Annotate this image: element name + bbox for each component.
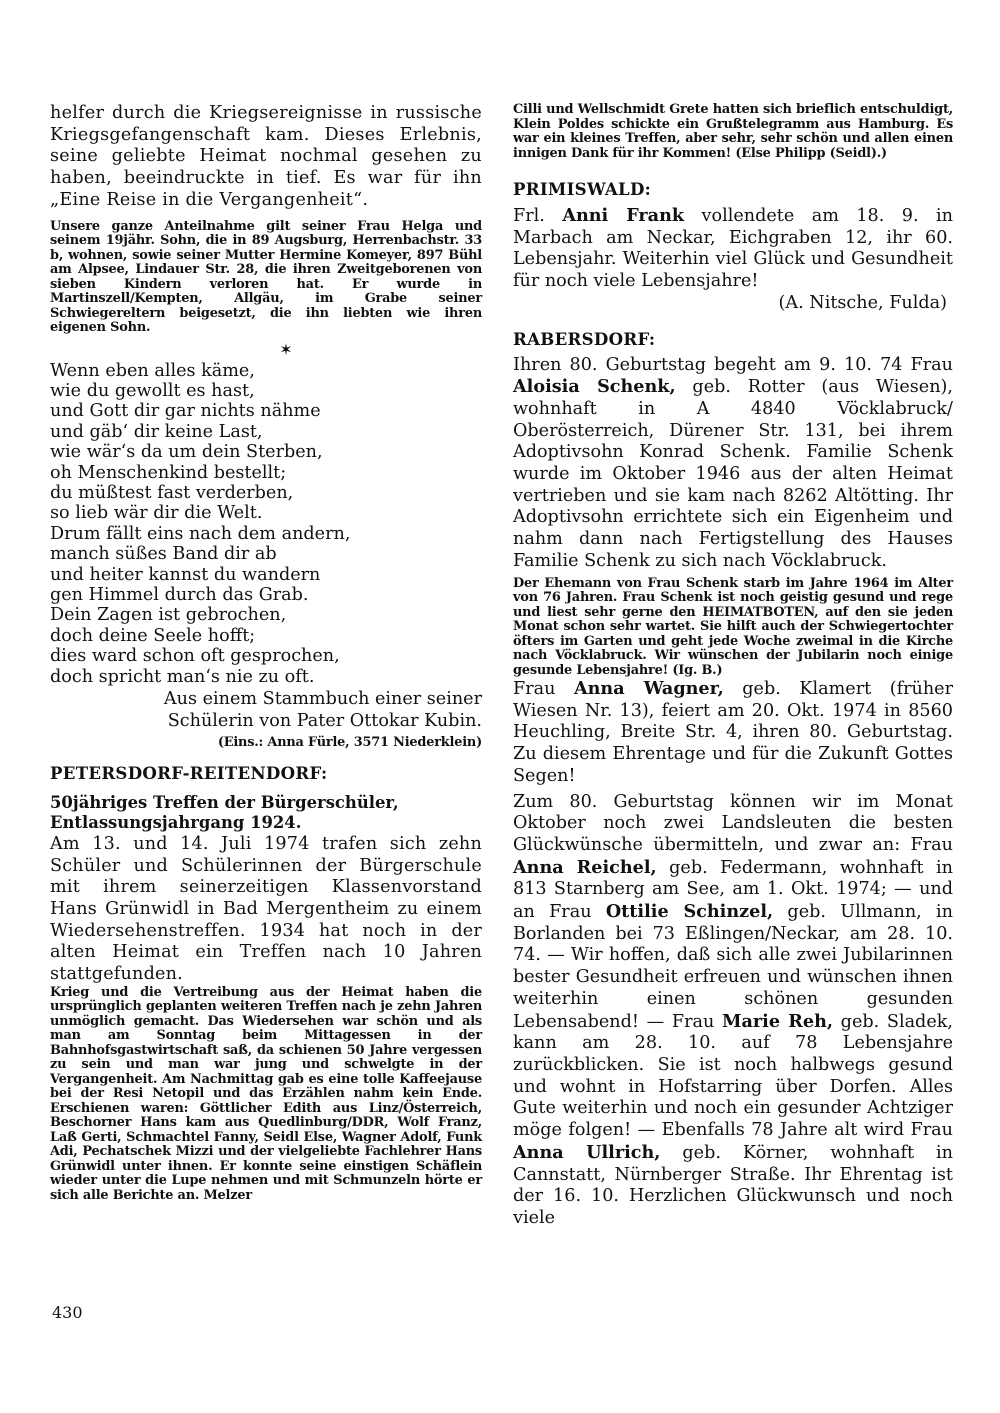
poem-line: oh Menschenkind bestellt; <box>50 462 287 483</box>
poem-line: so lieb wär dir die Welt. <box>50 503 263 524</box>
intro-paragraph: helfer durch die Kriegsereignisse in russische Kriegsgefangenschaft kam. Dieses Erlebnis, seine geliebte Heimat nochmal gesehen zu haben, beeindruckte in tief. Es war für ihn „Eine Reise in die Vergangenheit“. <box>50 103 482 210</box>
ullrich-name: Anna Ullrich, <box>513 1141 661 1163</box>
meeting-subheading: 50jähriges Treffen der Bürgerschüler, Entlassungsjahrgang 1924. <box>50 792 399 833</box>
poem-line: und gäb‘ dir keine Last, <box>50 421 263 442</box>
birthdays-text-e: geb. Körner, wohnhaft in Cannstatt, Nürnberger Straße. Ihr Ehrentag ist der 16. 10. Herzlichen Glückwunsch und noch viele <box>513 1142 953 1228</box>
primiswald-signature: (A. Nitsche, Fulda) <box>778 292 947 313</box>
section-heading-primiswald: PRIMISWALD: <box>513 179 652 199</box>
poem-line: wie du gewollt es hast, <box>50 380 255 401</box>
birthdays-text-b: geb. Federmann, wohnhaft in 813 Starnberg am See, am 1. Okt. 1974; — und an Frau <box>513 857 954 923</box>
wagner-name: Anna Wagner, <box>573 678 724 700</box>
birthdays-paragraph <box>513 792 953 1230</box>
wagner-paragraph <box>513 678 953 788</box>
schinzel-name: Ottilie Schinzel, <box>605 901 774 923</box>
schenk-detail-paragraph: Der Ehemann von Frau Schenk starb im Jahre 1964 im Alter von 76 Jahren. Frau Schenk ist noch geistig gesund und rege und liest sehr gerne den HEIMATBOTEN, auf den sie jeden Monat schon sehr wartet. Sie hilft auch der Schwiegertochter öfters im Garten und geht jede Woche zweimal in die Kirche nach Vöcklabruck. Wir wünschen der Jubilarin noch einige gesunde Lebensjahre! (Ig. B.) <box>513 575 953 678</box>
schenk-paragraph <box>513 355 953 573</box>
poem-line: Wenn eben alles käme, <box>50 360 255 381</box>
birthdays-text-a: Zum 80. Geburtstag können wir im Monat Oktober noch zwei Landsleuten die besten Glückwünsche übermitteln, und zwar an: Frau <box>513 791 953 855</box>
section-heading-petersdorf: PETERSDORF-REITENDORF: <box>50 762 328 783</box>
poem-source-line-1: Aus einem Stammbuch einer seiner <box>163 689 482 710</box>
schenk-text-b: geb. Rotter (aus Wiesen), wohnhaft in A 4840 Vöcklabruck/ Oberösterreich, Dürener Str. 131, bei ihrem Adoptivsohn Konrad Schenk. Familie Schenk wurde im Oktober 1946 aus der alten Heimat vertrieben und sie kam nach 8262 Altötting. Ihr Adoptivsohn errichtete sich ein Eigenheim und nahm dann nach Fertigstellung des Hauses Familie Schenk zu sich nach Vöcklabruck. <box>513 377 953 571</box>
poem-line: doch deine Seele hofft; <box>50 625 256 646</box>
poem-line: du müßtest fast verderben, <box>50 482 294 503</box>
poem-line: gen Himmel durch das Grab. <box>50 584 309 605</box>
poem <box>50 361 482 688</box>
primiswald-paragraph <box>513 205 953 293</box>
wagner-text-b: geb. Klamert (früher Wiesen Nr. 13), feiert am 20. Okt. 1974 in 8560 Heuchling, Breite Str. 4, ihren 80. Geburtstag. Zu diesem Ehrentage und für die Zukunft Gottes Segen! <box>513 679 953 786</box>
meeting-continuation: Cilli und Wellschmidt Grete hatten sich brieflich entschuldigt, Klein Poldes schickte ein Grußtelegramm aus Hamburg. Es war ein kleines Treffen, aber sehr, sehr schön und allen einen innigen Dank für ihr Kommen! (Else Philipp (Seidl).) <box>513 102 953 161</box>
meeting-detail-paragraph: Krieg und die Vertreibung aus der Heimat haben die ursprünglich geplanten weiteren Treffen nach je zehn Jahren unmöglich gemacht. Das Wiedersehen war schön und als man am Sonntag beim Mittagessen in der Bahnhofsgastwirtschaft saß, da schienen 50 Jahre vergessen zu sein und man war jung und schwelgte in der Vergangenheit. Am Nachmittag gab es eine tolle Kaffeejause bei der Resi Netopil und das Erzählen nahm kein Ende. Erschienen waren: Göttlicher Edith aus Linz/Österreich, Beschorner Hans kam aus Quedlinburg/DDR, Wolf Franz, Laß Gerti, Schmachtel Fanny, Seidl Else, Wagner Adolf, Funk Adi, Pechatschek Mizzi und der vielgeliebte Fachlehrer Hans Grünwidl unter ihnen. Er konnte seine einstigen Schäflein wieder unter die Lupe nehmen und mit Schmunzeln hörte er sich alle Berichte an. Melzer <box>50 984 482 1203</box>
page-number: 430 <box>52 1303 83 1322</box>
meeting-paragraph: Am 13. und 14. Juli 1974 trafen sich zehn Schüler und Schülerinnen der Bürgerschule mit ihrem seinerzeitigen Klassenvorstand Hans Grünwidl in Bad Mergentheim zu einem Wiedersehenstreffen. 1934 hat noch in der alten Heimat ein Treffen nach 10 Jahren stattgefunden. <box>50 833 482 985</box>
poem-line: und heiter kannst du wandern <box>50 564 321 585</box>
poem-line: doch spricht man‘s nie zu oft. <box>50 666 315 687</box>
poem-line: wie wär‘s da um dein Sterben, <box>50 442 323 463</box>
condolence-paragraph: Unsere ganze Anteilnahme gilt seiner Frau Helga und seinem 19jähr. Sohn, die in 89 Augsburg, Herrenbachstr. 33 b, wohnen, sowie seiner Mutter Hermine Komeyer, 897 Bühl am Alpsee, Lindauer Str. 28, die ihren Zweitgeborenen von sieben Kindern verloren hat. Er wurde in Martinszell/Kempten, Allgäu, im Grabe seiner Schwiegereltern beigesetzt, die ihn liebten wie ihren eigenen Sohn. <box>50 218 482 336</box>
wagner-text-a: Frau <box>513 679 574 700</box>
reh-name: Marie Reh, <box>722 1010 833 1032</box>
primiswald-text: vollendete am 18. 9. in Marbach am Neckar, Eichgraben 12, ihr 60. Lebensjahr. Weiterhin viel Glück und Gesundheit für noch viele Lebensjahre! <box>513 206 954 292</box>
star-icon: ✶ <box>279 339 293 359</box>
section-heading-rabersdorf: RABERSDORF: <box>513 328 656 349</box>
schenk-name: Aloisia Schenk, <box>513 376 676 398</box>
right-column <box>513 103 953 1230</box>
birthdays-text-d: geb. Sladek, kann am 28. 10. auf 78 Lebensjahre zurückblicken. Sie ist noch halbwegs gesund und wohnt in Hofstarring über Dorfen. Alles Gute weiterhin und noch ein gesunder Achtziger möge folgen! — Ebenfalls 78 Jahre alt wird Frau <box>513 1011 953 1141</box>
poem-line: und Gott dir gar nichts nähme <box>50 401 321 422</box>
reichel-name: Anna Reichel, <box>513 856 657 878</box>
primiswald-name: Anni Frank <box>562 205 685 226</box>
poem-line: manch süßes Band dir ab <box>50 544 277 565</box>
poem-line: Drum fällt eins nach dem andern, <box>50 523 351 544</box>
birthdays-text-c: geb. Ullmann, in Borlanden bei 73 Eßlingen/Neckar, am 28. 10. 74. — Wir hoffen, daß sich alle zwei Jubilarinnen bester Gesundheit erfreuen und wünschen ihnen weiterhin einen schönen gesunden Lebensabend! — Frau <box>513 902 953 1032</box>
poem-sender: (Eins.: Anna Fürle, 3571 Niederklein) <box>217 735 482 751</box>
left-column <box>50 103 482 1203</box>
poem-line: Dein Zagen ist gebrochen, <box>50 605 287 626</box>
poem-source-line-2: Schülerin von Pater Ottokar Kubin. <box>167 710 482 731</box>
primiswald-pre: Frl. <box>513 206 563 226</box>
schenk-text-a: Ihren 80. Geburtstag begeht am 9. 10. 74 Frau <box>513 354 953 375</box>
poem-line: dies ward schon oft gesprochen, <box>50 646 340 667</box>
